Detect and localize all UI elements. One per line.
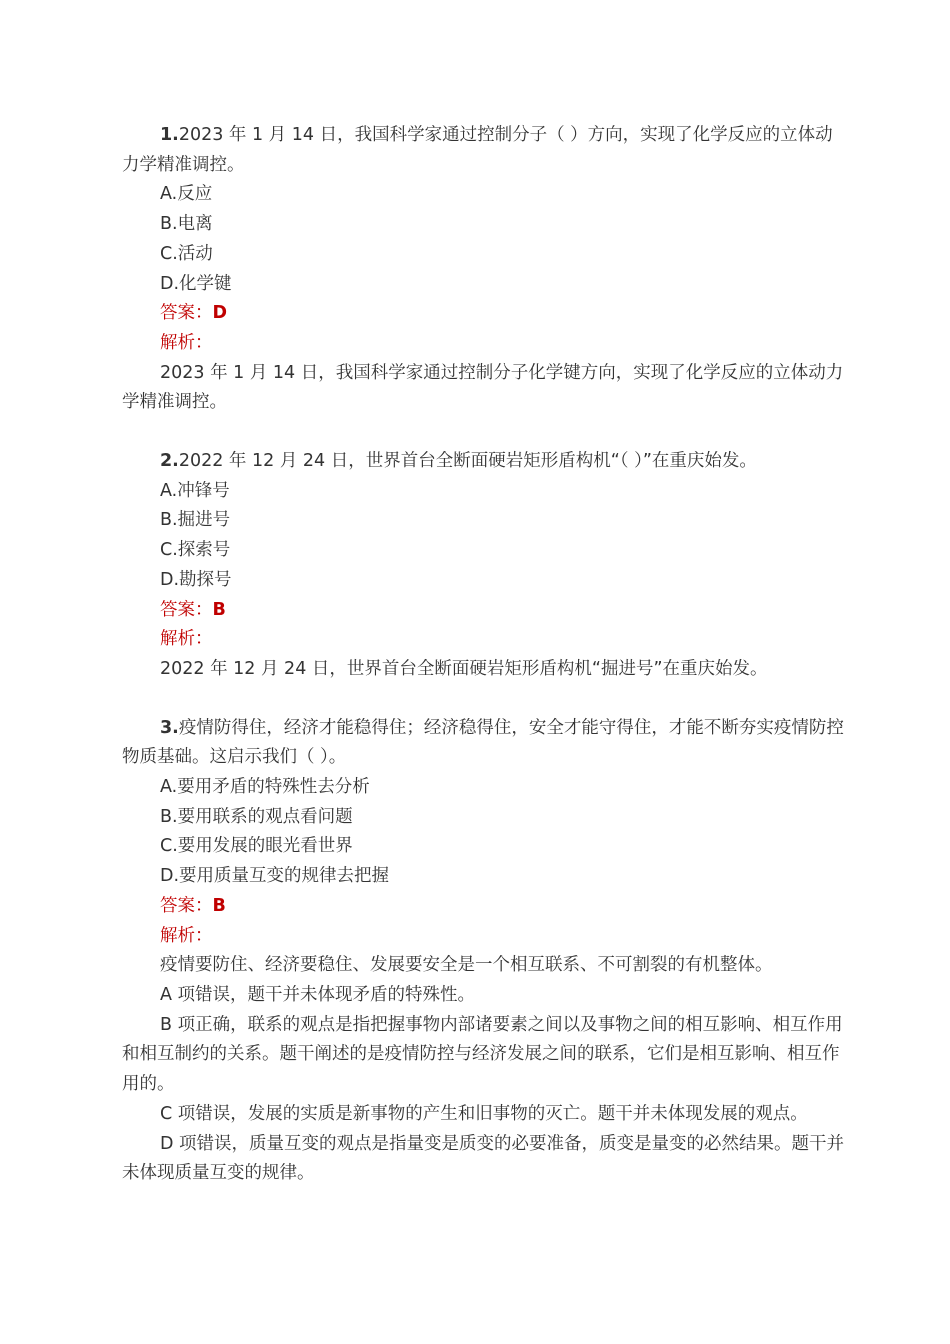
- analysis-paragraph: 2023 年 1 月 14 日，我国科学家通过控制分子化学键方向，实现了化学反应的立体动力学精准调控。: [122, 362, 844, 413]
- question-3: [122, 714, 850, 1189]
- option-b: B.要用联系的观点看问题: [160, 806, 353, 827]
- option-d: D.化学键: [160, 273, 232, 294]
- option-b: B.掘进号: [160, 510, 231, 531]
- question-text: 2023 年 1 月 14 日，我国科学家通过控制分子（ ）方向，实现了化学反应的立体动力学精准调控。: [122, 125, 833, 175]
- answer-label: 答案：: [160, 303, 213, 324]
- option-c: C.探索号: [160, 540, 231, 561]
- question-number: 1.: [160, 125, 179, 145]
- option-a: A.冲锋号: [160, 480, 230, 501]
- answer-line: [122, 596, 850, 626]
- analysis-paragraph: C 项错误，发展的实质是新事物的产生和旧事物的灭亡。题干并未体现发展的观点。: [160, 1103, 808, 1124]
- answer-value: D: [212, 303, 228, 324]
- option-d: D.勘探号: [160, 569, 232, 590]
- analysis-paragraph: A 项错误，题干并未体现矛盾的特殊性。: [160, 984, 476, 1005]
- option-c: C.活动: [160, 243, 213, 264]
- question-number: 2.: [160, 451, 179, 472]
- question-stem: [122, 121, 850, 180]
- question-1: [122, 121, 850, 418]
- analysis-paragraph: D 项错误，质量互变的观点是指量变是质变的必要准备，质变是量变的必然结果。题干并未体现质量互变的规律。: [122, 1133, 845, 1184]
- question-stem: [122, 714, 850, 773]
- question-number: 3.: [160, 717, 179, 738]
- analysis-paragraph: B 项正确，联系的观点是指把握事物内部诸要素之间以及事物之间的相互影响、相互作用和相互制约的关系。题干阐述的是疫情防控与经济发展之间的联系，它们是相互影响、相互作用的。: [122, 1014, 843, 1095]
- option-a: A.反应: [160, 184, 213, 205]
- analysis-paragraph: 2022 年 12 月 24 日，世界首台全断面硬岩矩形盾构机“掘进号”在重庆始发。: [160, 658, 768, 679]
- answer-value: B: [212, 895, 226, 916]
- answer-value: B: [212, 599, 226, 620]
- question-text: 2022 年 12 月 24 日，世界首台全断面硬岩矩形盾构机“（ ）”在重庆始发。: [178, 451, 757, 472]
- option-a: A.要用矛盾的特殊性去分析: [160, 777, 370, 798]
- option-b: B.电离: [160, 214, 213, 235]
- option-c: C.要用发展的眼光看世界: [160, 836, 353, 857]
- question-stem: [122, 447, 850, 477]
- option-d: D.要用质量互变的规律去把握: [160, 866, 390, 887]
- analysis-label: 解析：: [160, 925, 213, 946]
- analysis-label: 解析：: [160, 332, 213, 353]
- question-2: [122, 447, 850, 685]
- answer-label: 答案：: [160, 599, 213, 620]
- answer-line: [122, 299, 850, 329]
- analysis-label: 解析：: [160, 629, 213, 650]
- answer-line: [122, 892, 850, 922]
- answer-label: 答案：: [160, 895, 213, 916]
- question-text: 疫情防得住，经济才能稳得住；经济稳得住，安全才能守得住，才能不断夯实疫情防控物质基础。这启示我们（ ）。: [122, 717, 844, 768]
- analysis-paragraph: 疫情要防住、经济要稳住、发展要安全是一个相互联系、不可割裂的有机整体。: [160, 955, 773, 976]
